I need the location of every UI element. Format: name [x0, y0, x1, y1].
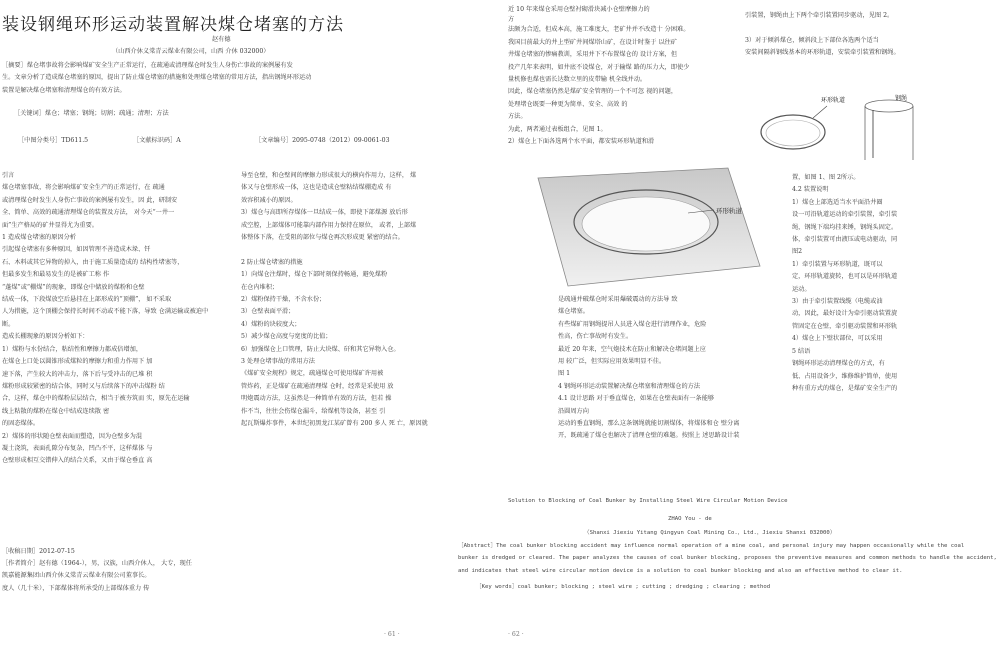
figure-1-ring-track-inner	[582, 197, 710, 251]
body-line: 在仓内堆积；	[241, 283, 279, 291]
right-body-column-2-bottom	[792, 172, 897, 395]
article-number: ［文章编号］2095-0748（2012）09-0061-03	[255, 137, 390, 144]
figure-1-track-label: 环形轨道	[716, 207, 742, 215]
right-body-column-1-bottom	[558, 294, 739, 443]
figure-2-wire-label: 钢绳	[895, 95, 908, 102]
body-line: 绳，钢绳下端均挂来锤，钢绳头固定。	[792, 223, 898, 231]
bio-line: 凯嘉能源集团山西介休义棠青云煤业有限公司董事长。	[2, 572, 151, 580]
figure-caption: 图 1	[558, 370, 571, 378]
body-line: 线上粘散的煤粉在煤仓中结成连续散 密	[2, 407, 110, 415]
body-line: 4）煤粉的块较度大；	[241, 320, 301, 328]
right-body-column-1-top	[508, 4, 689, 148]
received-date: ［收稿日期］2012-07-15	[2, 548, 75, 555]
body-line: 3）煤仓与高即所存煤体一旦结成一体，即使下部煤源 放后形	[241, 209, 408, 217]
body-line: 井煤仓堵塞的惨痛教训，采用并下不布置煤仓的 设计方案，但	[508, 51, 678, 59]
body-line: 1）向煤仓注煤时，煤仓下部时刻保持畅通，避免煤粉	[241, 271, 388, 279]
body-line: 仓壁形成相互交错伸入的结合关系，又由于煤仓垂直 高	[2, 457, 153, 465]
body-line: 法颇为合适，但成本高，施工难度大，老矿井并不改造十 分困难。	[508, 26, 690, 34]
body-line: 动，因此，最好设计为牵引驱动装置旋	[792, 310, 898, 318]
figure-2-ring-track-inner	[766, 120, 820, 146]
body-line: 性高，伤亡事故时有发生。	[558, 333, 633, 341]
section-heading: 4.2 装置说明	[792, 186, 829, 194]
body-line: 在煤仓上口处以圆锥形成煤粒的摩擦力和重力作用下 加	[2, 358, 153, 366]
abstract-line: 生。文章分析了造成煤仓堵塞的原因，提出了防止煤仓堵塞的措施和处理煤仓堵塞的常用方法，指出钢绳环形运动	[2, 74, 312, 82]
body-line: 4.1 设计思路 对于垂直煤仓，如果在仓壁表面有一条能够	[558, 395, 715, 403]
body-line: 运动。	[792, 285, 811, 293]
page-number-left: · 61 ·	[384, 631, 400, 638]
body-line: 3）由于牵引装置线缆（电缆或油	[792, 298, 883, 306]
body-line: 煤粉形成较紧密的结合体，同时又与后续落下的冲击煤粉 结	[2, 382, 165, 390]
document-code: ［文献标识码］A	[133, 137, 181, 144]
section-heading: 1 造成煤仓堵塞的原因分析	[2, 234, 76, 242]
body-line: 4）煤仓上下壁状部位，可以采用	[792, 335, 883, 343]
body-line: 有些煤矿用钢绳提吊人员进入煤仓进行清理作业，危险	[558, 320, 707, 328]
body-line: 起瓦斯爆炸事件，本世纪初黑龙江某矿曾有 200 多人 死 亡，原因就	[241, 420, 428, 428]
body-line: 1）煤粉与水份结合，粘结性和摩擦力都成倍增加，	[2, 345, 143, 353]
body-line: 投产几年来表明，如井底不设煤仓，对于输煤 路的压力大，即使少	[508, 63, 690, 71]
body-line: 体，牵引装置可由液压或电动驱动，同	[792, 236, 898, 244]
abstract-line: ［摘要］煤仓堵事故将会影响煤矿安全生产正常运行，在疏通或清理煤仓时发生人身伤亡事故的案例屡有发	[2, 62, 293, 69]
section-heading: 3 处理仓堵事故的常用方法	[241, 358, 315, 366]
body-line: 沿圆周方向	[558, 407, 589, 415]
figure-2-bunker-wall	[865, 106, 913, 160]
figure-2-label-leader	[813, 106, 827, 118]
body-line: 开，既疏通了煤仓也解决了清理仓壁的难题。按照上 述思路设计装	[558, 432, 740, 440]
body-line: 导至仓壁，和仓壁间的摩擦力形成很大的横向作用力，这样， 煤	[241, 172, 417, 179]
body-line: 用 较广泛，但实际应用效果明显不佳。	[558, 358, 666, 366]
right-body-column-2-top	[745, 10, 900, 60]
class-number: ［中图分类号］TD611.5	[18, 137, 89, 144]
abstract-line: 装置是解决煤仓堵塞和清理煤仓的有效方法。	[2, 86, 126, 94]
body-line: 设一可沿轨道运动的牵引装置，牵引装	[792, 211, 898, 219]
body-line: 钢绳环形运动清理煤仓的方式，有	[792, 360, 885, 368]
body-line: 定，环形轨道旋转，也可以是环形轨道	[792, 273, 898, 281]
body-line: 断。	[2, 320, 15, 328]
english-abstract-line: and indicates that steel wire circular motion device is a solution to coal bunker blocking and also an effective method to clear it.	[458, 567, 903, 574]
page-number-right: · 62 ·	[508, 631, 524, 638]
body-line: 但最多发生和最易发生的是被矿工称 作	[2, 271, 110, 279]
body-line: 2）煤粉保持干燥，不含水份；	[241, 296, 326, 304]
body-line: 3）对于倾斜煤仓，倾斜段上下部位各选两个适当	[745, 36, 879, 44]
english-abstract-line: bunker is dredged or cleared. The paper analyzes the causes of coal bunker blocking, proposes the preventive measures and common methods to handle the accident,	[458, 555, 997, 562]
body-line: 成空腔，上部煤体可能靠内部作用力保持在原位， 或者，上部煤	[241, 221, 417, 229]
author-bio	[2, 558, 192, 595]
bio-line: ［作者简介］赵有德（1964-），男，汉族，山西介休人， 大专，现任	[2, 560, 192, 567]
body-line: 作不当，往往会伤煤仓漏斗，给煤机等设备，甚至 引	[241, 407, 386, 415]
body-line: 种有重方式的煤仓，是煤矿安全生产的	[792, 384, 898, 392]
body-line: 人为措施，这个顶棚会保持长时间不动或不能下落，导致 仓满运输或被迫中	[2, 308, 209, 316]
body-line: 安装间隔斜钢线基本的环形轨道，安装牵引装置和钢绳。	[745, 49, 900, 57]
body-line: 方法。	[508, 113, 527, 121]
body-line: 面”生产格局的矿井显得尤为重要。	[2, 221, 98, 229]
body-line: 管炸药，正是煤矿在疏通清理煤 仓时，经常是采使用 放	[241, 382, 394, 390]
body-line: 我国目前最大的井上型矿井间煤塔山矿，在设计时鉴于 以往矿	[508, 38, 678, 46]
abstract	[2, 60, 311, 97]
english-author: ZHAO You - de	[668, 516, 712, 522]
author-name: 赵有德	[212, 36, 231, 43]
body-line: 体整体下落，在受阻的部位与煤仓再次形成更 紧密的结合。	[241, 234, 404, 242]
body-line: 结成一体，下段煤放空后悬挂在上部形成的“顶棚”， 如不采取	[2, 296, 172, 304]
keywords: ［关键词］煤仓；堵塞；钢绳；切割；疏通；清理；方法	[14, 110, 169, 117]
body-line: 石、木料或其它异物的掉入，由于施工质量造成的 结构性堵塞等，	[2, 258, 184, 266]
body-line: 引言	[2, 172, 15, 179]
body-line: 为此，两者通过表板组合，见图 1。	[508, 125, 607, 133]
body-line: 体又与仓壁形成一体，这也是造成仓壁粘结煤棚造成 有	[241, 184, 392, 192]
body-line: 引起煤仓堵塞有多种原因，如因管理不善造成木垛、钎	[2, 246, 151, 254]
body-line: 合，这样，煤仓中的煤粉层层结合，相当于被夯筑而 实，原先在运输	[2, 395, 190, 403]
body-line: 造成长棚现象的原因分析如下：	[2, 333, 89, 341]
body-line: 方	[508, 16, 515, 24]
section-heading: 2 防止煤仓堵塞的措施	[241, 258, 303, 266]
english-keywords: ［Key words］coal bunker; blocking ; steel wire ; cutting ; dredging ; clearing ; method	[476, 584, 771, 590]
english-title: Solution to Blocking of Coal Bunker by Installing Steel Wire Circular Motion Device	[508, 498, 788, 504]
paper-title: 装设钢绳环形运动装置解决煤仓堵塞的方法	[2, 15, 344, 35]
body-line: 5）减少煤仓高度与宽度的比值；	[241, 333, 332, 341]
body-line: 是疏通并破煤仓时采用爆破震动的方法导 致	[558, 296, 678, 303]
body-line: 2）煤仓上下面各选两个水平面，都安装环形轨道和滑	[508, 138, 655, 146]
left-body-column-1	[2, 170, 208, 468]
left-body-column-2	[241, 170, 428, 431]
figure-2-track-label: 环形轨道	[821, 97, 846, 104]
body-line: 煤仓堵塞。	[558, 308, 589, 316]
english-abstract	[458, 540, 997, 577]
body-line: “蓬煤”或“棚煤”的现象，即煤仓中储放的煤粉和仓壁	[2, 283, 145, 291]
body-line: 6）加强煤仓上口管理，防止大块煤、矸和其它异物入仓。	[241, 345, 400, 353]
body-line: 置，如图 1、图 2所示。	[792, 174, 860, 181]
body-line: 运动的垂直钢绳，那么这条钢绳就能切割煤体，将煤体和仓 壁分离	[558, 420, 740, 428]
section-heading: 4 钢绳环形运动装置解决煤仓堵塞和清理煤仓的方法	[558, 382, 701, 390]
section-heading: 5 结语	[792, 347, 811, 355]
figure-1	[528, 158, 768, 298]
bio-line: 度人（几十米），下部煤体将所承受的上部煤体重力 传	[2, 584, 150, 592]
body-line: 处理堵仓既要一种更为简单、安全、高效 的	[508, 100, 628, 108]
english-abstract-line: ［Abstract］The coal bunker blocking accident may influence normal operation of a mine coal, and personal injury may happen occasionally while the coal	[458, 543, 965, 549]
body-line: 引装置，钢绳由上下两个牵引装置同步驱动，见图 2。	[745, 12, 894, 19]
body-line: 1）牵引装置与环形轨道，既可以	[792, 260, 883, 268]
figure-caption: 图2	[792, 248, 803, 256]
body-line: 全、简单、高效的疏通清理煤仓的装置及方法， 对今天“一井一	[2, 209, 175, 217]
body-line: 3）仓壁表面平滑；	[241, 308, 295, 316]
body-line: 量机修也煤也需长达数立里的皮带输 机全线并动。	[508, 76, 647, 84]
author-affiliation: （山西介休义棠青云煤业有限公司，山西 介休 032000）	[112, 48, 270, 55]
body-line: 效容积减小的原因。	[241, 196, 297, 204]
body-line: 明炮震动方法，这虽然是一种简单有效的方法，但若 操	[241, 395, 392, 403]
body-line: 的固态煤体。	[2, 420, 40, 428]
body-line: 低、占用设备少，维修维护简单，使用	[792, 372, 898, 380]
body-line: 2）煤体的形状随仓壁表面而塑造，因为仓壁多为混	[2, 432, 143, 440]
body-line: 最近 20 年来，空气炮技术在防止和解决仓堵问题上应	[558, 345, 706, 353]
body-line: 《煤矿安全规程》规定，疏通煤仓可使用煤矿许用被	[241, 370, 384, 378]
figure-2	[755, 88, 920, 160]
body-line: 速下落，产生较大的冲击力，落下后与受冲击的已堆 积	[2, 370, 153, 378]
body-line: 凝土浇筑，表面孔隙分布复杂，凹凸不平，这样煤体 与	[2, 444, 153, 452]
body-line: 近 10 年来煤仓采用仓壁衬砌滑块减小仓壁摩擦力的	[508, 6, 650, 13]
body-line: 管固定在仓壁，牵引驱动装置和环形轨	[792, 322, 898, 330]
english-affiliation: （Shanxi Jiexiu Yitang Qingyun Coal Mining Co.，Ltd.，Jiexiu Shanxi 032000）	[584, 530, 836, 536]
body-line: 1）煤仓上部选适当水平面沿井圈	[792, 198, 883, 206]
body-line: 煤仓堵塞事故，将会影响煤矿安全生产的正常运行，在 疏通	[2, 184, 165, 192]
body-line: 或清理煤仓时发生人身伤亡事故的案例屡有发生，因 此，研制安	[2, 196, 178, 204]
body-line: 因此，煤仓堵塞仍然是煤矿安全管理的一个不可忽 视的问题，	[508, 88, 678, 96]
